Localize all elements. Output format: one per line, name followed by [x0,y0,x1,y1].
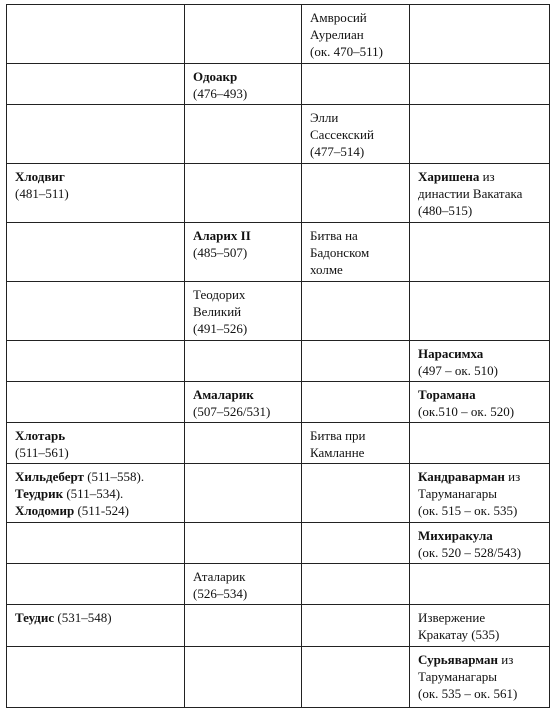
chronology-table [6,4,550,708]
cell-text: (497 – ок. 510) [418,363,498,378]
cell-text: (476–493) [193,86,248,101]
cell-line [310,126,403,143]
cell-line [418,485,543,502]
cell-text: Таруманагары [418,486,498,501]
table-cell [410,164,550,223]
cell-line [15,468,178,485]
cell-text: Теодорих [193,287,246,302]
table-cell [185,105,302,164]
table-row [7,223,550,282]
cell-text: из [504,469,521,484]
cell-text: (507–526/531) [193,404,271,419]
table-cell [185,523,302,564]
table-cell [7,423,185,464]
cell-text: Великий [193,304,242,319]
table-cell [7,382,185,423]
cell-line [15,168,178,185]
table-row [7,382,550,423]
cell-text: Кракатау (535) [418,627,500,642]
table-cell [410,105,550,164]
cell-line [193,585,295,602]
cell-line [15,609,178,626]
cell-line [310,9,403,26]
table-cell [302,523,410,564]
table-cell [7,605,185,647]
table-cell [7,5,185,64]
table-cell [185,382,302,423]
cell-text: (ок. 470–511) [310,44,383,59]
cell-text: (ок. 515 – ок. 535) [418,503,518,518]
cell-bold-text: Теудрик [15,486,64,501]
cell-bold-text: Хильдеберт [15,469,84,484]
table-cell [410,605,550,647]
table-cell [302,341,410,382]
table-cell [410,223,550,282]
cell-bold-text: Теудис [15,610,55,625]
cell-text: (511–561) [15,445,69,460]
table-cell [302,105,410,164]
cell-line [418,626,543,643]
cell-line [193,227,295,244]
table-cell [7,282,185,341]
cell-text: (511–558). [83,469,145,484]
cell-line [193,403,295,420]
table-cell [185,5,302,64]
cell-text: (526–534) [193,586,248,601]
table-row [7,423,550,464]
cell-line [310,109,403,126]
table-row [7,341,550,382]
cell-bold-text: Аларих II [193,228,251,243]
table-cell [7,341,185,382]
cell-text: (ок. 520 – 528/543) [418,545,522,560]
cell-line [15,485,178,502]
cell-line [310,261,403,278]
cell-bold-text: Одоакр [193,69,238,84]
cell-line [418,668,543,685]
table-cell [7,164,185,223]
cell-line [418,502,543,519]
cell-line [193,68,295,85]
cell-line [193,320,295,337]
cell-bold-text: Амаларик [193,387,254,402]
cell-text: (480–515) [418,203,473,218]
cell-text: из [498,652,514,667]
cell-line [310,43,403,60]
cell-line [418,403,543,420]
cell-bold-text: Торамана [418,387,476,402]
table-cell [410,5,550,64]
cell-text: Аурелиан [310,27,364,42]
cell-line [193,568,295,585]
cell-bold-text: Михиракула [418,528,493,543]
cell-line [418,362,543,379]
cell-text: (ок. 535 – ок. 561) [418,686,518,701]
table-row [7,605,550,647]
cell-line [418,468,543,485]
cell-text: Битва при [310,428,366,443]
cell-text: Элли [310,110,339,125]
table-row [7,464,550,523]
table-cell [7,223,185,282]
cell-text: (511–534). [63,486,124,501]
cell-line [193,386,295,403]
cell-line [193,244,295,261]
table-row [7,647,550,708]
cell-line [418,609,543,626]
table-cell [185,464,302,523]
table-cell [7,523,185,564]
cell-line [15,185,178,202]
cell-line [193,303,295,320]
table-row [7,105,550,164]
table-cell [7,464,185,523]
table-cell [410,423,550,464]
table-row [7,5,550,64]
cell-bold-text: Хлодвиг [15,169,65,184]
cell-line [15,444,178,461]
table-cell [302,564,410,605]
cell-bold-text: Кандраварман [418,469,505,484]
chronology-table-body [7,5,550,708]
cell-line [418,651,543,668]
cell-text: (531–548) [54,610,112,625]
table-cell [185,282,302,341]
table-cell [302,382,410,423]
cell-line [310,143,403,160]
table-cell [302,423,410,464]
cell-text: из [479,169,495,184]
cell-line [310,244,403,261]
cell-text: Битва на [310,228,358,243]
cell-line [418,527,543,544]
table-cell [185,223,302,282]
table-cell [302,64,410,105]
table-cell [302,605,410,647]
table-cell [7,647,185,708]
cell-bold-text: Нарасимха [418,346,484,361]
cell-line [418,202,543,219]
table-cell [410,341,550,382]
cell-bold-text: Харишена [418,169,480,184]
cell-text: (481–511) [15,186,69,201]
cell-text: (491–526) [193,321,248,336]
cell-line [193,286,295,303]
cell-line [418,168,543,185]
table-row [7,164,550,223]
cell-line [418,345,543,362]
cell-text: холме [310,262,343,277]
cell-text: (ок.510 – ок. 520) [418,404,515,419]
cell-bold-text: Сурьяварман [418,652,499,667]
table-cell [302,464,410,523]
cell-bold-text: Хлотарь [15,428,66,443]
cell-text: Аталарик [193,569,246,584]
table-row [7,523,550,564]
table-cell [7,105,185,164]
cell-bold-text: Хлодомир [15,503,75,518]
cell-line [310,444,403,461]
table-cell [302,5,410,64]
table-cell [302,647,410,708]
cell-line [193,85,295,102]
table-cell [185,64,302,105]
cell-text: Сассекский [310,127,374,142]
table-cell [185,341,302,382]
table-cell [410,282,550,341]
cell-line [310,427,403,444]
table-cell [185,605,302,647]
cell-line [418,544,543,561]
cell-line [15,502,178,519]
cell-line [418,685,543,702]
table-cell [302,282,410,341]
cell-text: Амвросий [310,10,367,25]
table-row [7,564,550,605]
cell-line [310,26,403,43]
table-cell [185,564,302,605]
cell-text: династии Вакатака [418,186,523,201]
cell-line [15,427,178,444]
cell-text: Таруманагары [418,669,498,684]
table-cell [410,382,550,423]
table-cell [302,223,410,282]
table-cell [7,564,185,605]
cell-text: Бадонском [310,245,370,260]
table-row [7,282,550,341]
cell-text: (511-524) [74,503,129,518]
table-cell [410,647,550,708]
table-cell [185,164,302,223]
table-row [7,64,550,105]
cell-text: (477–514) [310,144,365,159]
table-cell [302,164,410,223]
table-cell [410,523,550,564]
table-cell [410,464,550,523]
table-cell [7,64,185,105]
cell-line [418,386,543,403]
table-cell [410,64,550,105]
cell-text: Камланне [310,445,365,460]
cell-text: Извержение [418,610,486,625]
cell-line [418,185,543,202]
cell-line [310,227,403,244]
table-cell [410,564,550,605]
table-cell [185,647,302,708]
cell-text: (485–507) [193,245,248,260]
table-cell [185,423,302,464]
